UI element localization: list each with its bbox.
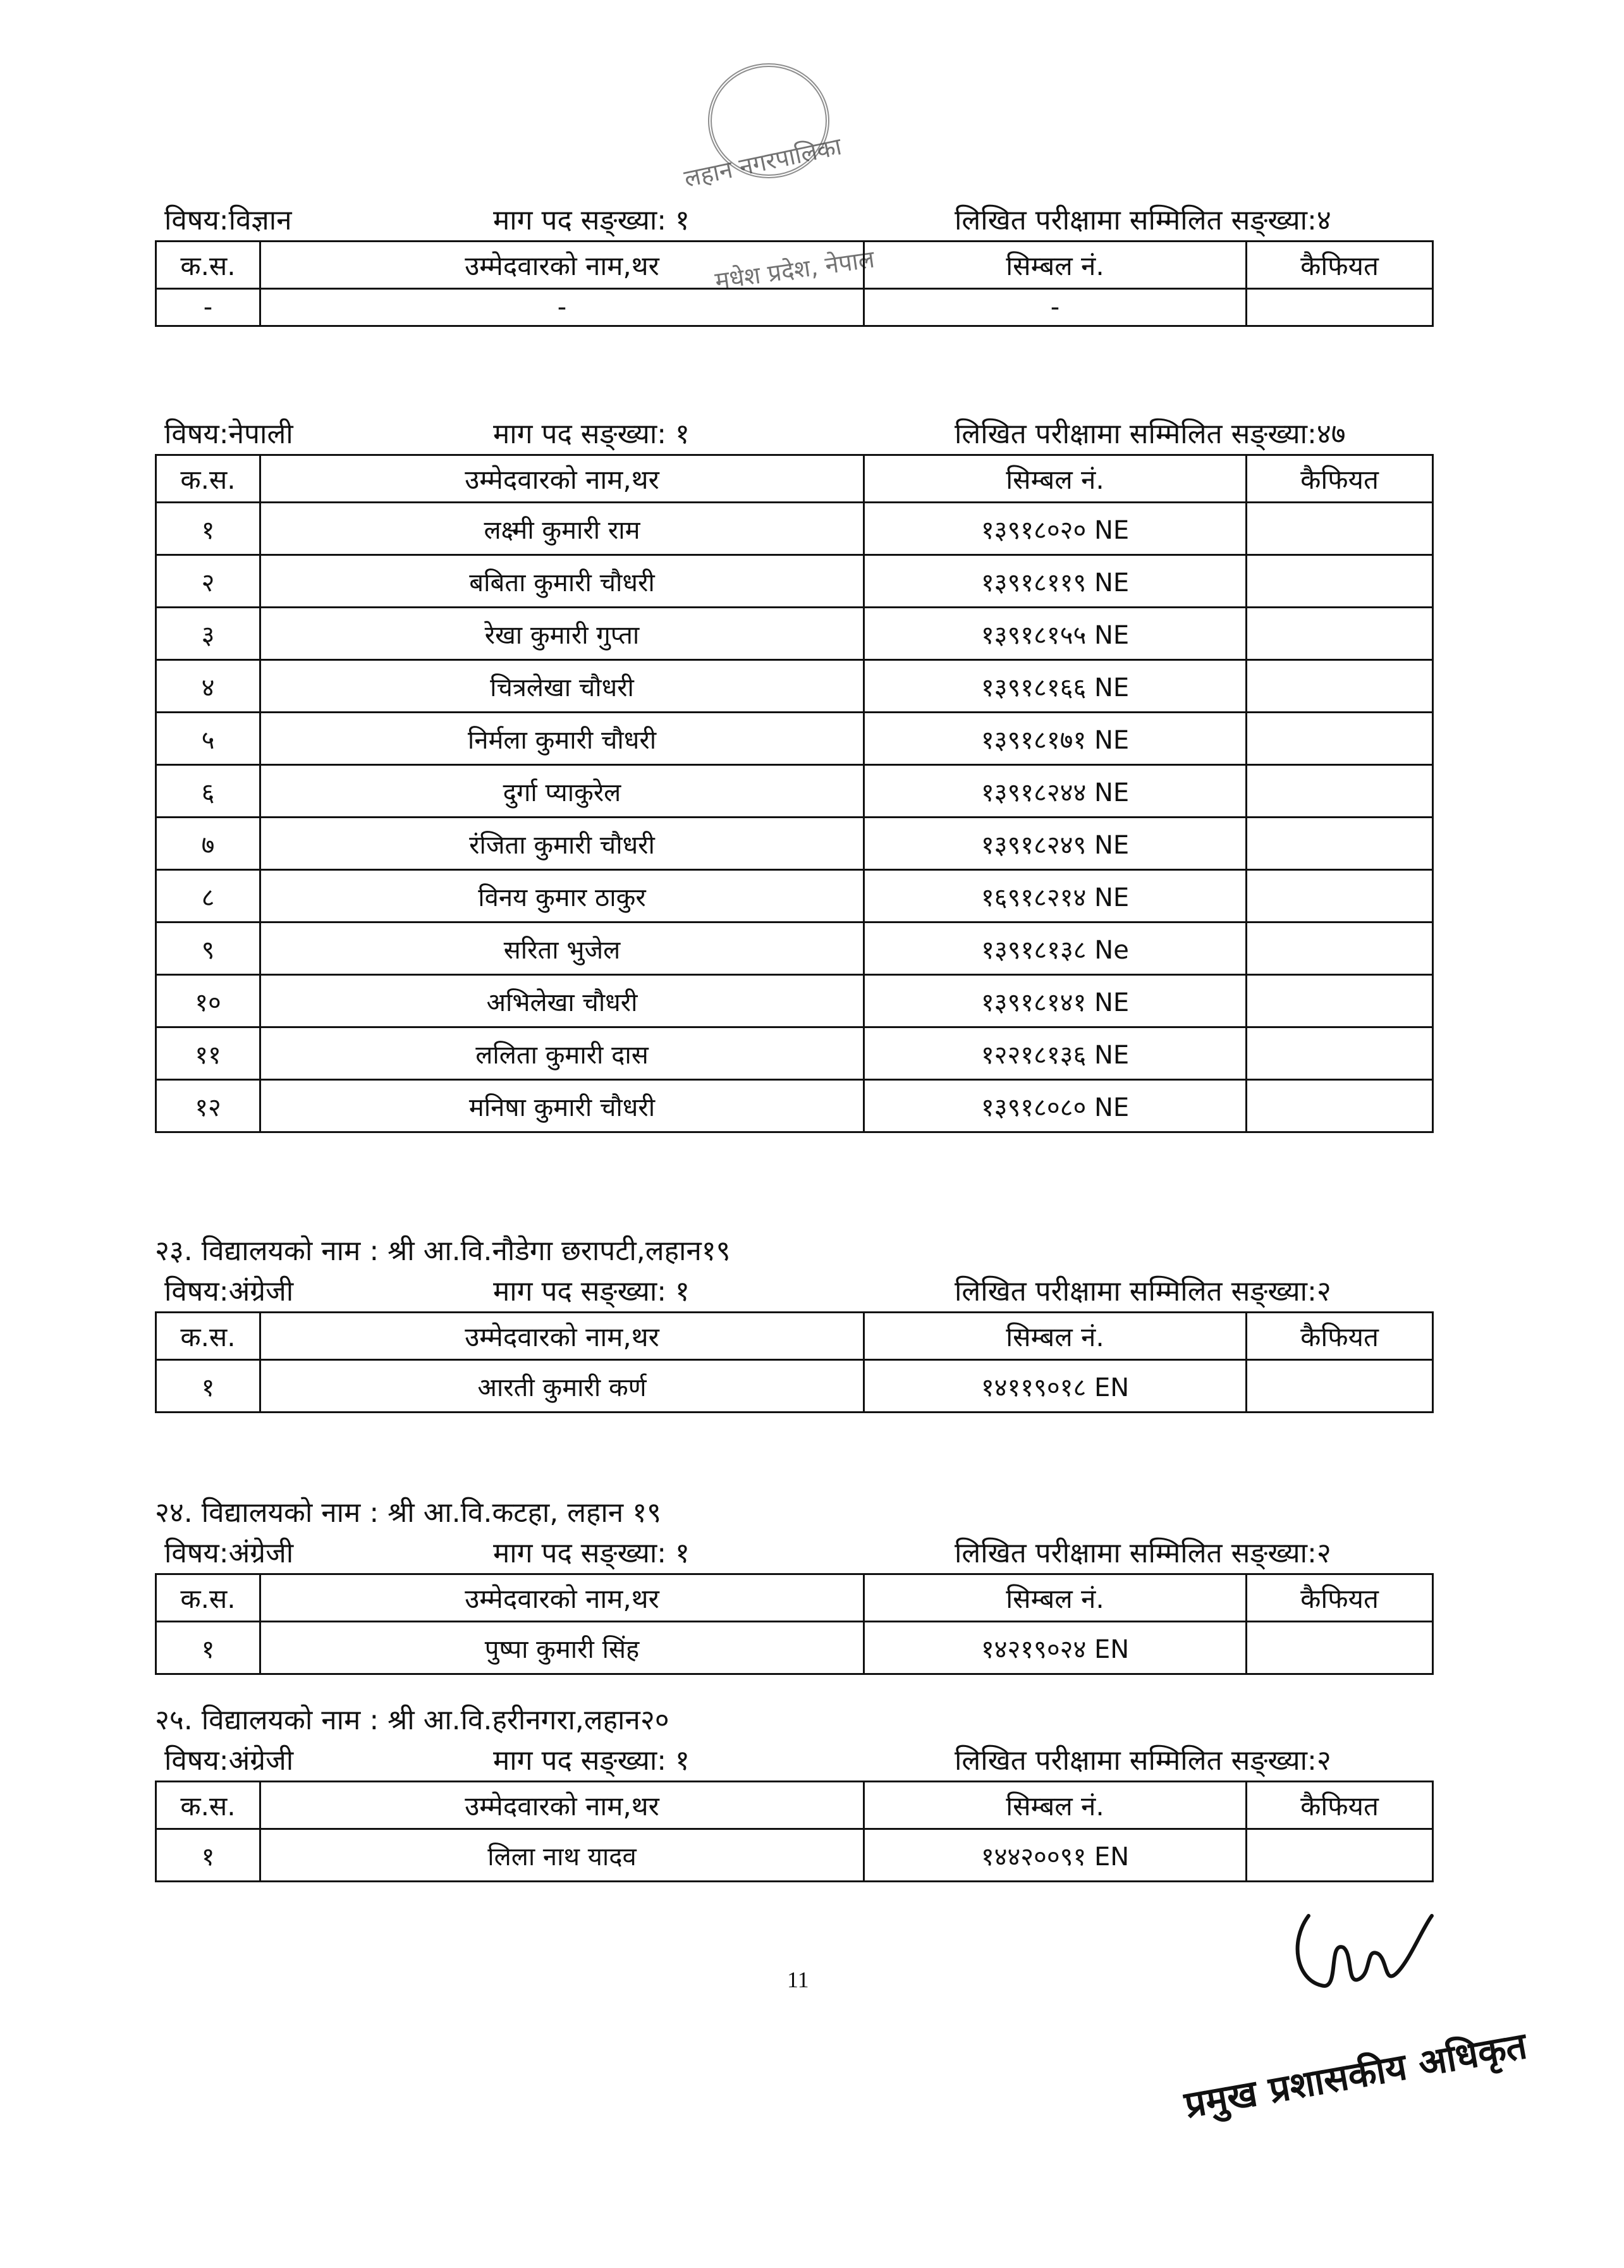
table-row xyxy=(156,923,1433,975)
section-school-24 xyxy=(155,1493,1432,1675)
cell-remarks xyxy=(1247,289,1433,326)
designation-label: प्रमुख प्रशासकीय अधिकृत xyxy=(1181,2023,1530,2127)
cell-name: लक्ष्मी कुमारी राम xyxy=(260,503,864,555)
table-header-row xyxy=(156,1782,1433,1829)
cell-name: बबिता कुमारी चौधरी xyxy=(260,555,864,608)
cell-sn: १० xyxy=(156,975,260,1027)
cell-remarks xyxy=(1247,1622,1433,1674)
cell-symbol: १३९१८१७१ NE xyxy=(864,713,1247,765)
section-nepali xyxy=(155,414,1432,1133)
cell-symbol: १३९१८११९ NE xyxy=(864,555,1247,608)
written-count: लिखित परीक्षामा सम्मिलित सङ्ख्या:२ xyxy=(955,1744,1331,1777)
cell-name: सरिता भुजेल xyxy=(260,923,864,975)
col-header-remarks: कैफियत xyxy=(1247,242,1433,289)
table-row xyxy=(156,765,1433,818)
post-count: माग पद सङ्ख्या: १ xyxy=(493,1744,690,1777)
cell-remarks xyxy=(1247,975,1433,1027)
cell-remarks xyxy=(1247,608,1433,660)
col-header-symbol: सिम्बल नं. xyxy=(864,455,1247,503)
cell-symbol: १३९१८१३८ Ne xyxy=(864,923,1247,975)
col-header-remarks: कैफियत xyxy=(1247,1313,1433,1360)
cell-symbol: १३९१८२४४ NE xyxy=(864,765,1247,818)
written-count: लिखित परीक्षामा सम्मिलित सङ्ख्या:२ xyxy=(955,1275,1331,1308)
col-header-remarks: कैफियत xyxy=(1247,455,1433,503)
cell-sn: ५ xyxy=(156,713,260,765)
candidate-table xyxy=(155,1781,1434,1882)
col-header-name: उम्मेदवारको नाम,थर xyxy=(260,242,864,289)
cell-name: - xyxy=(260,289,864,326)
cell-name: दुर्गा प्याकुरेल xyxy=(260,765,864,818)
cell-sn: ३ xyxy=(156,608,260,660)
cell-remarks xyxy=(1247,765,1433,818)
section-meta xyxy=(155,414,1432,454)
subject-label: विषय:विज्ञान xyxy=(164,204,292,236)
table-row xyxy=(156,818,1433,870)
col-header-symbol: सिम्बल नं. xyxy=(864,1782,1247,1829)
col-header-sn: क.स. xyxy=(156,1313,260,1360)
table-row xyxy=(156,870,1433,923)
cell-name: रेखा कुमारी गुप्ता xyxy=(260,608,864,660)
post-count: माग पद सङ्ख्या: १ xyxy=(493,418,690,450)
written-count: लिखित परीक्षामा सम्मिलित सङ्ख्या:४७ xyxy=(955,418,1346,450)
cell-sn: ९ xyxy=(156,923,260,975)
cell-remarks xyxy=(1247,555,1433,608)
cell-symbol: १६९१८२१४ NE xyxy=(864,870,1247,923)
section-school-23 xyxy=(155,1232,1432,1413)
table-row xyxy=(156,608,1433,660)
cell-name: ललिता कुमारी दास xyxy=(260,1027,864,1080)
cell-sn: ६ xyxy=(156,765,260,818)
cell-symbol: १३९१८०८० NE xyxy=(864,1080,1247,1132)
school-name-line: २४. विद्यालयको नाम : श्री आ.वि.कटहा, लहान १९ xyxy=(155,1497,661,1529)
cell-sn: ११ xyxy=(156,1027,260,1080)
cell-sn: ७ xyxy=(156,818,260,870)
cell-name: चित्रलेखा चौधरी xyxy=(260,660,864,713)
cell-sn: ४ xyxy=(156,660,260,713)
table-header-row xyxy=(156,1313,1433,1360)
section-meta xyxy=(155,200,1432,240)
school-name-line: २५. विद्यालयको नाम : श्री आ.वि.हरीनगरा,लहान२० xyxy=(155,1704,669,1736)
cell-name: मनिषा कुमारी चौधरी xyxy=(260,1080,864,1132)
section-science xyxy=(155,200,1432,327)
col-header-symbol: सिम्बल नं. xyxy=(864,1574,1247,1622)
section-school-25 xyxy=(155,1701,1432,1882)
cell-sn: २ xyxy=(156,555,260,608)
table-row xyxy=(156,1027,1433,1080)
col-header-sn: क.स. xyxy=(156,455,260,503)
table-row xyxy=(156,975,1433,1027)
candidate-table xyxy=(155,454,1434,1133)
table-row xyxy=(156,1622,1433,1674)
table-header-row xyxy=(156,1574,1433,1622)
cell-sn: १२ xyxy=(156,1080,260,1132)
col-header-remarks: कैफियत xyxy=(1247,1574,1433,1622)
candidate-table xyxy=(155,1573,1434,1675)
table-header-row xyxy=(156,455,1433,503)
cell-name: अभिलेखा चौधरी xyxy=(260,975,864,1027)
stamp-text-1: लहान नगरपालिका xyxy=(681,132,845,193)
col-header-name: उम्मेदवारको नाम,थर xyxy=(260,1574,864,1622)
cell-name: लिला नाथ यादव xyxy=(260,1829,864,1882)
subject-label: विषय:अंग्रेजी xyxy=(164,1744,294,1777)
cell-name: पुष्पा कुमारी सिंह xyxy=(260,1622,864,1674)
cell-symbol: १३९१८०२० NE xyxy=(864,503,1247,555)
table-row xyxy=(156,1829,1433,1882)
cell-symbol: १३९१८२४९ NE xyxy=(864,818,1247,870)
subject-label: विषय:नेपाली xyxy=(164,418,293,450)
section-meta xyxy=(155,1271,1432,1311)
post-count: माग पद सङ्ख्या: १ xyxy=(493,1537,690,1569)
col-header-remarks: कैफियत xyxy=(1247,1782,1433,1829)
cell-symbol: १३९१८१४१ NE xyxy=(864,975,1247,1027)
page-number: 11 xyxy=(787,1967,809,1992)
signature-mark xyxy=(1283,1903,1441,2017)
cell-symbol: १४२१९०२४ EN xyxy=(864,1622,1247,1674)
post-count: माग पद सङ्ख्या: १ xyxy=(493,1275,690,1308)
cell-sn: १ xyxy=(156,1622,260,1674)
school-name-line: २३. विद्यालयको नाम : श्री आ.वि.नौडेगा छरापटी,लहान१९ xyxy=(155,1235,731,1267)
cell-name: रंजिता कुमारी चौधरी xyxy=(260,818,864,870)
cell-name: आरती कुमारी कर्ण xyxy=(260,1360,864,1413)
col-header-name: उम्मेदवारको नाम,थर xyxy=(260,1782,864,1829)
cell-sn: ८ xyxy=(156,870,260,923)
written-count: लिखित परीक्षामा सम्मिलित सङ्ख्या:२ xyxy=(955,1537,1331,1569)
written-count: लिखित परीक्षामा सम्मिलित सङ्ख्या:४ xyxy=(955,204,1331,236)
subject-label: विषय:अंग्रेजी xyxy=(164,1537,294,1569)
table-row xyxy=(156,503,1433,555)
col-header-sn: क.स. xyxy=(156,1574,260,1622)
table-row xyxy=(156,1080,1433,1132)
cell-sn: १ xyxy=(156,1829,260,1882)
candidate-table xyxy=(155,1311,1434,1413)
post-count: माग पद सङ्ख्या: १ xyxy=(493,204,690,236)
cell-remarks xyxy=(1247,660,1433,713)
cell-name: निर्मला कुमारी चौधरी xyxy=(260,713,864,765)
col-header-name: उम्मेदवारको नाम,थर xyxy=(260,455,864,503)
col-header-sn: क.स. xyxy=(156,1782,260,1829)
table-row xyxy=(156,713,1433,765)
table-row xyxy=(156,555,1433,608)
cell-remarks xyxy=(1247,1829,1433,1882)
table-row xyxy=(156,660,1433,713)
cell-remarks xyxy=(1247,818,1433,870)
table-header-row xyxy=(156,242,1433,289)
table-row xyxy=(156,289,1433,326)
col-header-name: उम्मेदवारको नाम,थर xyxy=(260,1313,864,1360)
cell-sn: १ xyxy=(156,1360,260,1413)
cell-remarks xyxy=(1247,713,1433,765)
cell-remarks xyxy=(1247,870,1433,923)
col-header-symbol: सिम्बल नं. xyxy=(864,242,1247,289)
cell-remarks xyxy=(1247,1027,1433,1080)
cell-symbol: १३९१८१५५ NE xyxy=(864,608,1247,660)
cell-name: विनय कुमार ठाकुर xyxy=(260,870,864,923)
stamp-text-2: मधेश प्रदेश, नेपाल xyxy=(713,245,877,295)
cell-remarks xyxy=(1247,1080,1433,1132)
col-header-sn: क.स. xyxy=(156,242,260,289)
cell-remarks xyxy=(1247,923,1433,975)
section-meta xyxy=(155,1740,1432,1781)
cell-symbol: - xyxy=(864,289,1247,326)
section-meta xyxy=(155,1533,1432,1573)
cell-symbol: १२२१८१३६ NE xyxy=(864,1027,1247,1080)
cell-symbol: १४४२००९१ EN xyxy=(864,1829,1247,1882)
subject-label: विषय:अंग्रेजी xyxy=(164,1275,294,1308)
cell-remarks xyxy=(1247,1360,1433,1413)
col-header-symbol: सिम्बल नं. xyxy=(864,1313,1247,1360)
cell-sn: - xyxy=(156,289,260,326)
table-row xyxy=(156,1360,1433,1413)
cell-sn: १ xyxy=(156,503,260,555)
candidate-table xyxy=(155,240,1434,327)
cell-symbol: १३९१८१६६ NE xyxy=(864,660,1247,713)
cell-remarks xyxy=(1247,503,1433,555)
cell-symbol: १४११९०१८ EN xyxy=(864,1360,1247,1413)
